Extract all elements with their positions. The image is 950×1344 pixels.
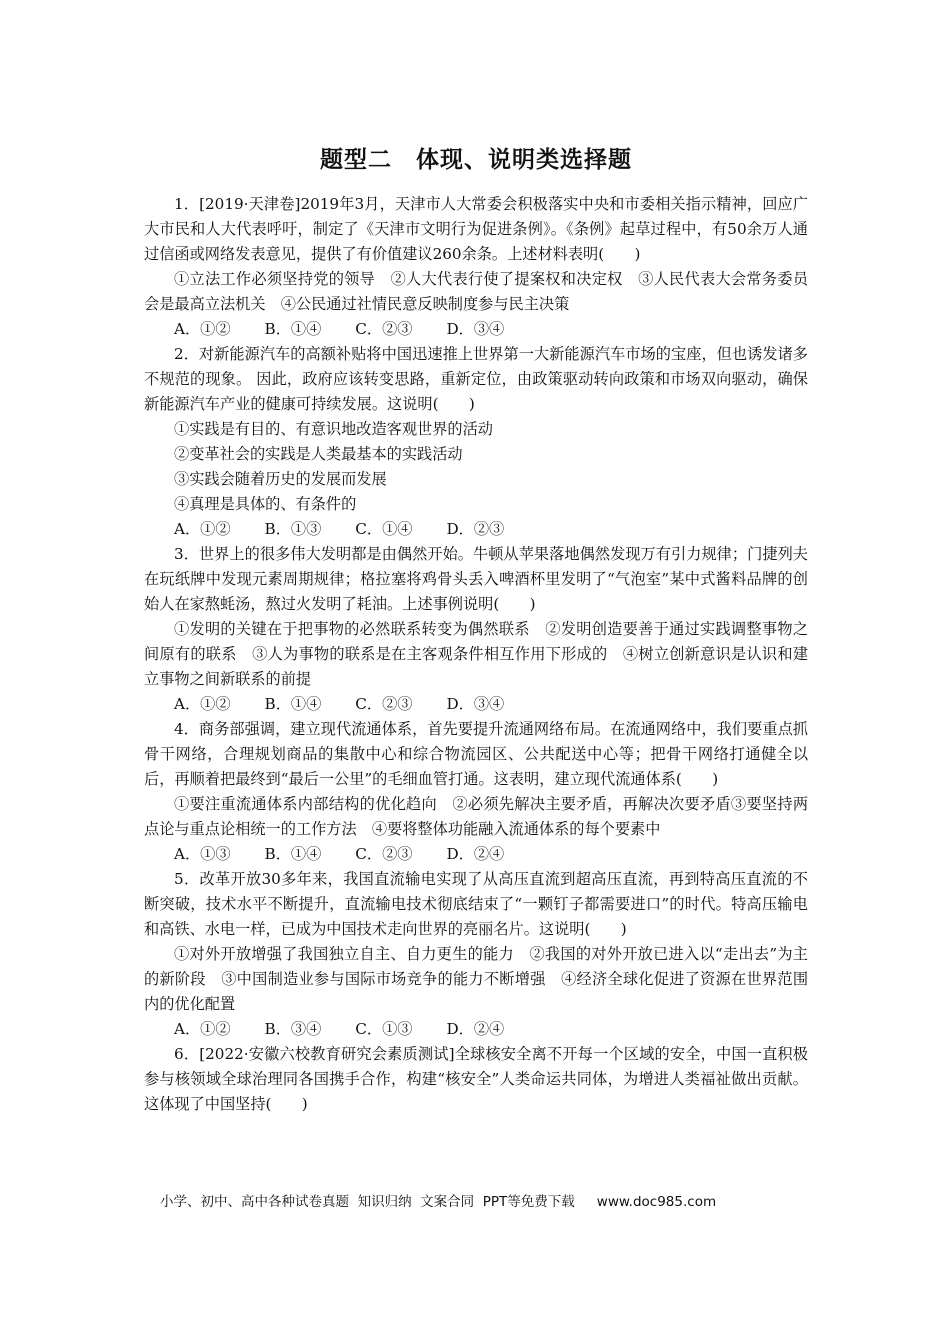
choice-a[interactable]: A．①② [174,695,231,713]
question-options: ①对外开放增强了我国独立自主、自力更生的能力 ②我国的对外开放已进入以“走出去”为主的新阶段 ③中国制造业参与国际市场竞争的能力不断增强 ④经济全球化促进了资源在世界范围内的优化配置 [144,945,808,1013]
choice-c[interactable]: C．②③ [355,320,413,338]
choice-b[interactable]: B．①④ [264,320,322,338]
option-line: ③实践会随着历史的发展而发展 [174,470,387,488]
choice-a[interactable]: A．①③ [174,845,231,863]
question-stem: 5．改革开放30多年来，我国直流输电实现了从高压直流到超高压直流，再到特高压直流的不断突破，技术水平不断提升，直流输电技术彻底结束了“一颗钉子都需要进口”的时代。特高压输电和高铁、水电一样，已成为中国技术走向世界的亮丽名片。这说明( ) [144,870,808,938]
choice-b[interactable]: B．③④ [264,1020,322,1038]
option-line: ①实践是有目的、有意识地改造客观世界的活动 [174,420,493,438]
choice-a[interactable]: A．①② [174,1020,231,1038]
choice-a[interactable]: A．①② [174,320,231,338]
choice-c[interactable]: C．①④ [355,520,413,538]
choice-b[interactable]: B．①③ [264,520,322,538]
question-options: ①要注重流通体系内部结构的优化趋向 ②必须先解决主要矛盾，再解决次要矛盾③要坚持两点论与重点论相统一的工作方法 ④要将整体功能融入流通体系的每个要素中 [144,795,808,838]
document-page [144,140,808,1117]
question-stem: 6．[2022·安徽六校教育研究会素质测试]全球核安全离不开每一个区域的安全，中国一直积极参与核领域全球治理同各国携手合作，构建“核安全”人类命运共同体，为增进人类福祉做出贡献。这体现了中国坚持( ) [144,1045,808,1113]
footer-text: 小学、初中、高中各种试卷真题 知识归纳 文案合同 PPT等免费下载 [160,1194,575,1210]
option-line: ②变革社会的实践是人类最基本的实践活动 [174,445,463,463]
choice-a[interactable]: A．①② [174,520,231,538]
choice-b[interactable]: B．①④ [264,845,322,863]
question-stem: 4．商务部强调，建立现代流通体系，首先要提升流通网络布局。在流通网络中，我们要重点抓骨干网络，合理规划商品的集散中心和综合物流园区、公共配送中心等；把骨干网络打通健全以后，再顺着把最终到“最后一公里”的毛细血管打通。这表明，建立现代流通体系( ) [144,720,808,788]
choice-d[interactable]: D．②④ [446,845,505,863]
answer-choices [144,692,808,717]
answer-choices [144,1017,808,1042]
question-stem: 1．[2019·天津卷]2019年3月，天津市人大常委会积极落实中央和市委相关指示精神，回应广大市民和人大代表呼吁，制定了《天津市文明行为促进条例》。《条例》起草过程中，有50余万人通过信函或网络发表意见，提供了有价值建议260余条。上述材料表明( ) [144,195,808,263]
option-line: ④真理是具体的、有条件的 [174,495,357,513]
page-footer [160,1190,800,1210]
footer-url[interactable]: www.doc985.com [596,1194,717,1210]
question-6 [144,1042,808,1117]
choice-c[interactable]: C．①③ [355,1020,413,1038]
question-2 [144,342,808,542]
choice-d[interactable]: D．②③ [446,520,505,538]
choice-c[interactable]: C．②③ [355,845,413,863]
answer-choices [144,517,808,542]
question-5 [144,867,808,1042]
page-title: 题型二 体现、说明类选择题 [320,147,632,173]
answer-choices [144,317,808,342]
question-1 [144,192,808,342]
question-options: ①立法工作必须坚持党的领导 ②人大代表行使了提案权和决定权 ③人民代表大会常务委员会是最高立法机关 ④公民通过社情民意反映制度参与民主决策 [144,270,808,313]
choice-d[interactable]: D．③④ [446,320,505,338]
choice-d[interactable]: D．②④ [446,1020,505,1038]
question-4 [144,717,808,867]
question-options: ①发明的关键在于把事物的必然联系转变为偶然联系 ②发明创造要善于通过实践调整事物之间原有的联系 ③人为事物的联系是在主客观条件相互作用下形成的 ④树立创新意识是认识和建立事物之间新联系的前提 [144,620,808,688]
choice-c[interactable]: C．②③ [355,695,413,713]
question-3 [144,542,808,717]
choice-b[interactable]: B．①④ [264,695,322,713]
question-stem: 3．世界上的很多伟大发明都是由偶然开始。牛顿从苹果落地偶然发现万有引力规律；门捷列夫在玩纸牌中发现元素周期规律；格拉塞将鸡骨头丢入啤酒杯里发明了“气泡室”某中式酱料品牌的创始人在家熬蚝汤，熬过火发明了耗油。上述事例说明( ) [144,545,808,613]
choice-d[interactable]: D．③④ [446,695,505,713]
answer-choices [144,842,808,867]
question-stem: 2．对新能源汽车的高额补贴将中国迅速推上世界第一大新能源汽车市场的宝座，但也诱发诸多不规范的现象。 因此，政府应该转变思路，重新定位，由政策驱动转向政策和市场双向驱动，确保新能源汽车产业的健康可持续发展。这说明( ) [144,345,808,413]
